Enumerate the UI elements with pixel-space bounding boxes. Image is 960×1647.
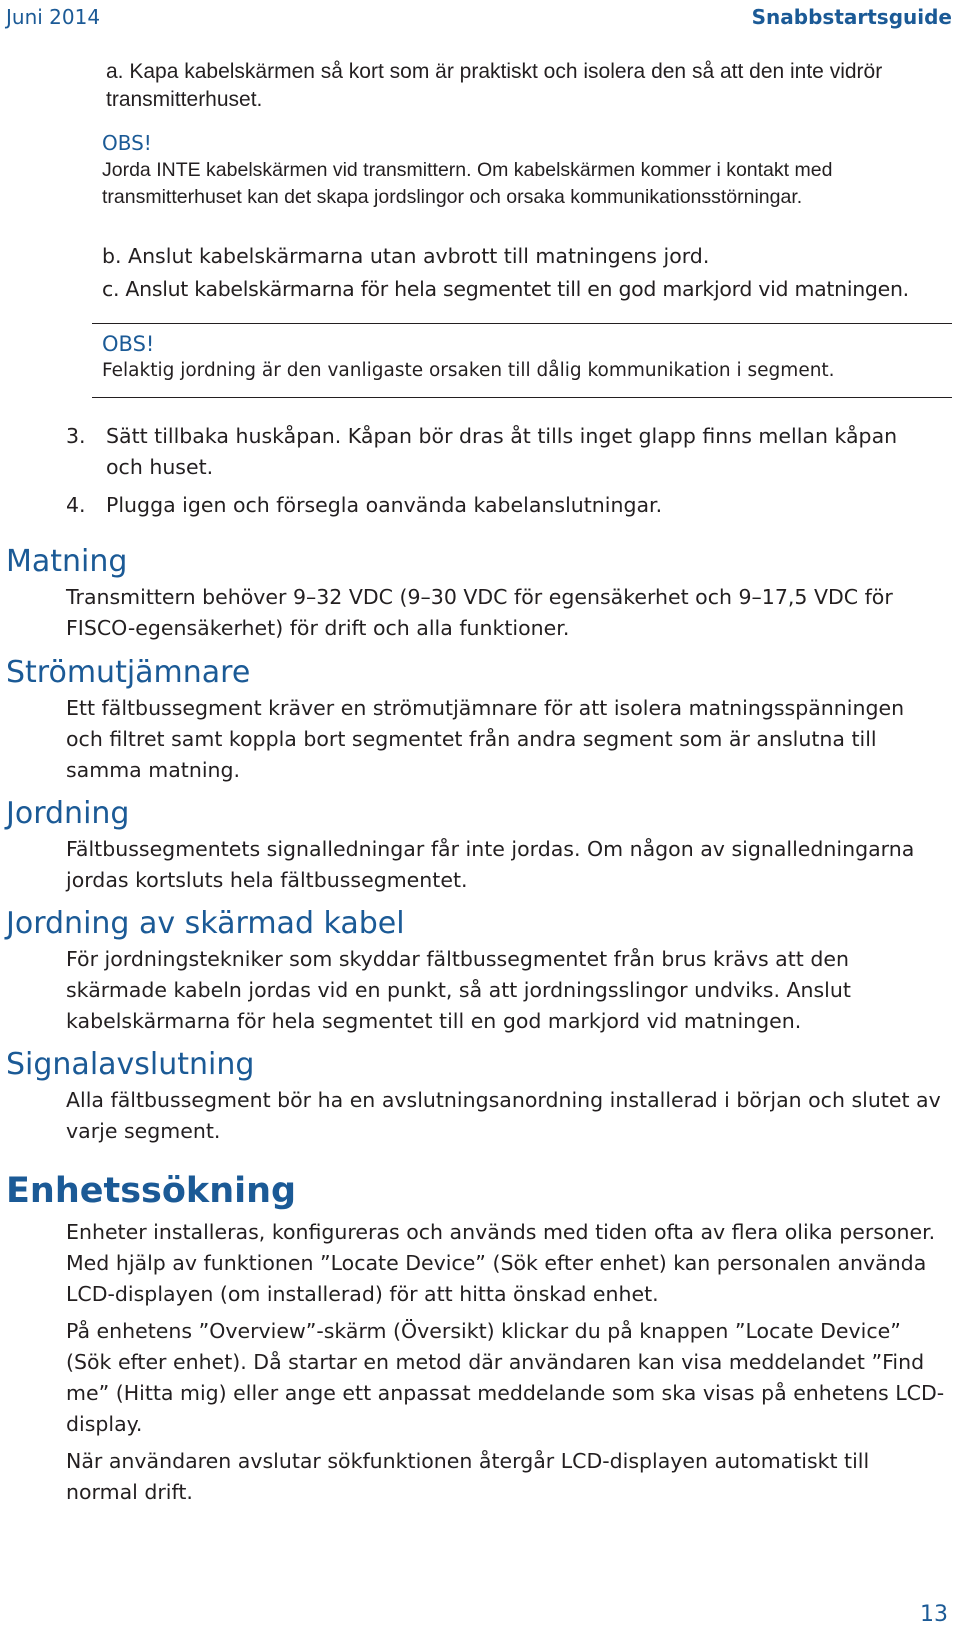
section-heading: Jordning av skärmad kabel: [6, 906, 405, 941]
list-item-text: Plugga igen och försegla oanvända kabelanslutningar.: [106, 493, 663, 517]
section-heading: Strömutjämnare: [6, 655, 251, 690]
list-item-number: 4.: [66, 493, 86, 517]
list-item: [66, 421, 936, 483]
section-text: För jordningstekniker som skyddar fältbussegmentet från brus krävs att den skärmade kabeln jordas vid en punkt, så att jordningsslingor undviks. Anslut kabelskärmarna för hela segmentet till en god markjord vid matningen.: [66, 947, 851, 1033]
list-item-text: Sätt tillbaka huskåpan. Kåpan bör dras åt tills inget glapp finns mellan kåpan och huset.: [106, 424, 898, 479]
list-item-number: 3.: [66, 424, 86, 448]
note-label: OBS!: [102, 332, 155, 356]
section-text: Fältbussegmentets signalledningar får inte jordas. Om någon av signalledningarna jordas kortsluts hela fältbussegmentet.: [66, 837, 915, 892]
note-text: Felaktig jordning är den vanligaste orsaken till dålig kommunikation i segment.: [102, 360, 835, 381]
step-b: b. Anslut kabelskärmarna utan avbrott till matningens jord.: [102, 244, 710, 268]
main-heading: Enhetssökning: [6, 1171, 297, 1211]
list-item: [66, 490, 936, 521]
header-date: Juni 2014: [6, 5, 101, 29]
header-guide-title: Snabbstartsguide: [751, 5, 952, 29]
section-text: Alla fältbussegment bör ha en avslutningsanordning installerad i början och slutet av varje segment.: [66, 1088, 941, 1143]
section-heading: Signalavslutning: [6, 1047, 255, 1082]
section-heading: Jordning: [6, 796, 130, 831]
section-heading: Matning: [6, 544, 128, 579]
note-label: OBS!: [102, 131, 152, 155]
step-c: c. Anslut kabelskärmarna för hela segmentet till en god markjord vid matningen.: [102, 277, 909, 301]
section-text: Transmittern behöver 9–32 VDC (9–30 VDC för egensäkerhet och 9–17,5 VDC för FISCO-egensäkerhet) för drift och alla funktioner.: [66, 585, 893, 640]
enhetssokning-paragraph-3: När användaren avslutar sökfunktionen återgår LCD-displayen automatiskt till normal drift.: [66, 1449, 870, 1504]
note-bottom-rule: [92, 397, 952, 398]
enhetssokning-paragraph-1: Enheter installeras, konfigureras och används med tiden ofta av flera olika personer. Med hjälp av funktionen ”Locate Device” (Sök efter enhet) kan personalen använda LCD-displayen (om installerad) för att hitta önskad enhet.: [66, 1220, 936, 1306]
note-top-rule: [92, 323, 952, 324]
note-text: Jorda INTE kabelskärmen vid transmittern. Om kabelskärmen kommer i kontakt med transmitterhuset kan det skapa jordslingor och orsaka kommunikationsstörningar.: [102, 159, 833, 208]
step-a: a. Kapa kabelskärmen så kort som är praktiskt och isolera den så att den inte vidrör transmitterhuset.: [106, 60, 883, 111]
page-number: 13: [920, 1602, 948, 1627]
section-text: Ett fältbussegment kräver en strömutjämnare för att isolera matningsspänningen och filtret samt koppla bort segmentet från andra segment som är anslutna till samma matning.: [66, 696, 905, 782]
enhetssokning-paragraph-2: På enhetens ”Overview”-skärm (Översikt) klickar du på knappen ”Locate Device” (Sök efter enhet). Då startar en metod där användaren kan visa meddelandet ”Find me” (Hitta mig) eller ange ett anpassat meddelande som ska visas på enhetens LCD-display.: [66, 1319, 945, 1436]
